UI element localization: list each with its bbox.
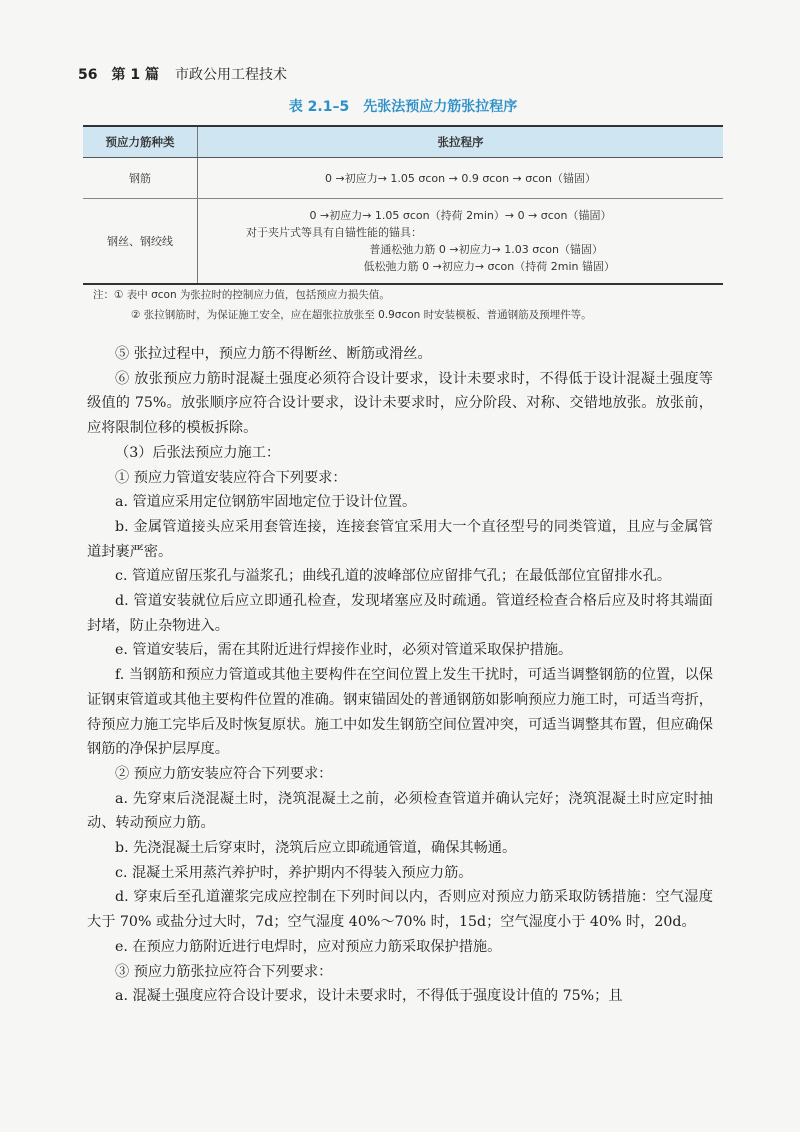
table-row	[83, 158, 723, 199]
paragraph: c. 管道应留压浆孔与溢浆孔；曲线孔道的波峰部位应留排气孔；在最低部位宜留排水孔。	[115, 568, 672, 585]
paragraph: ① 预应力管道安装应符合下列要求：	[115, 469, 347, 486]
table-row	[83, 199, 723, 285]
table-notes	[93, 285, 733, 325]
table-cell-procedure	[198, 158, 724, 199]
paragraph: ⑥ 放张预应力筋时混凝土强度必须符合设计要求，设计未要求时，不得低于设计混凝土强度等级值的 75%。放张顺序应符合设计要求，设计未要求时，应分阶段、对称、交错地放张。放张前，应将限制位移的模板拆除。	[87, 370, 713, 437]
paragraph: ⑤ 张拉过程中，预应力筋不得断丝、断筋或滑丝。	[115, 346, 432, 362]
paragraph: e. 在预应力筋附近进行电焊时，应对预应力筋采取保护措施。	[115, 938, 502, 955]
table-note: 注：① 表中 σcon 为张拉时的控制应力值，包括预应力损失值。	[93, 289, 390, 301]
paragraph: c. 混凝土采用蒸汽养护时，养护期内不得装入预应力筋。	[115, 864, 473, 881]
column-header-type: 预应力筋种类	[83, 126, 198, 158]
table-caption: 表 2.1–5 先张法预应力筋张拉程序	[288, 99, 518, 115]
table-cell-type: 钢筋	[83, 158, 198, 199]
procedure-line: 0 →初应力→ 1.05 σcon（持荷 2min）→ 0 → σcon（锚固）	[309, 209, 612, 222]
paragraph: ② 预应力筋安装应符合下列要求：	[115, 765, 333, 782]
procedure-line: 0 →初应力→ 1.05 σcon → 0.9 σcon → σcon（锚固）	[325, 171, 596, 185]
paragraph: d. 管道安装就位后应立即通孔检查，发现堵塞应及时疏通。管道经检查合格后应及时将其端面封堵，防止杂物进入。	[87, 593, 713, 634]
paragraph: a. 先穿束后浇混凝土时，浇筑混凝土之前，必须检查管道并确认完好；浇筑混凝土时应定时抽动、转动预应力筋。	[87, 790, 713, 832]
paragraph: b. 先浇混凝土后穿束时，浇筑后应立即疏通管道，确保其畅通。	[115, 840, 517, 857]
column-header-procedure: 张拉程序	[198, 126, 724, 158]
paragraph: f. 当钢筋和预应力管道或其他主要构件在空间位置上发生干扰时，可适当调整钢筋的位置，以保证钢束管道或其他主要构件位置的准确。钢束锚固处的普通钢筋如影响预应力施工时，可适当弯折，待预应力施工完毕后及时恢复原状。施工中如发生钢筋空间位置冲突，可适当调整其布置，但应确保钢筋的净保护层厚度。	[87, 667, 713, 758]
table-cell-procedure	[198, 199, 724, 285]
table-cell-type: 钢丝、钢绞线	[83, 199, 198, 285]
procedure-line: 低松弛力筋 0 →初应力→ σcon（持荷 2min 锚固）	[363, 260, 615, 273]
procedure-line: 普通松弛力筋 0 →初应力→ 1.03 σcon（锚固）	[369, 243, 603, 256]
procedure-line: 对于夹片式等具有自锚性能的锚具：	[246, 226, 422, 239]
paragraph: d. 穿束后至孔道灌浆完成应控制在下列时间以内，否则应对预应力筋采取防锈措施：空气湿度大于 70% 或盐分过大时，7d；空气湿度 40%～70% 时，15d；空气湿度小于 40% 时，20d。	[87, 889, 713, 931]
tensioning-procedure-table	[83, 125, 723, 285]
table-note: ② 张拉钢筋时，为保证施工安全，应在超张拉放张至 0.9σcon 时安装模板、普通钢筋及预埋件等。	[131, 309, 592, 321]
paragraph: e. 管道安装后，需在其附近进行焊接作业时，必须对管道采取保护措施。	[115, 642, 573, 659]
paragraph: b. 金属管道接头应采用套管连接，连接套管宜采用大一个直径型号的同类管道，且应与金属管道封裹严密。	[87, 518, 713, 560]
paragraph: （3）后张法预应力施工：	[115, 444, 281, 461]
body-text	[87, 342, 713, 1009]
running-header	[78, 64, 728, 84]
paragraph: a. 管道应采用定位钢筋牢固地定位于设计位置。	[115, 494, 417, 511]
part-label: 第 1 篇	[111, 67, 159, 83]
paragraph: a. 混凝土强度应符合设计要求，设计未要求时，不得低于强度设计值的 75%；且	[115, 988, 623, 1005]
page-number: 56	[78, 67, 98, 83]
paragraph: ③ 预应力筋张拉应符合下列要求：	[115, 963, 333, 980]
chapter-title: 市政公用工程技术	[174, 67, 287, 83]
